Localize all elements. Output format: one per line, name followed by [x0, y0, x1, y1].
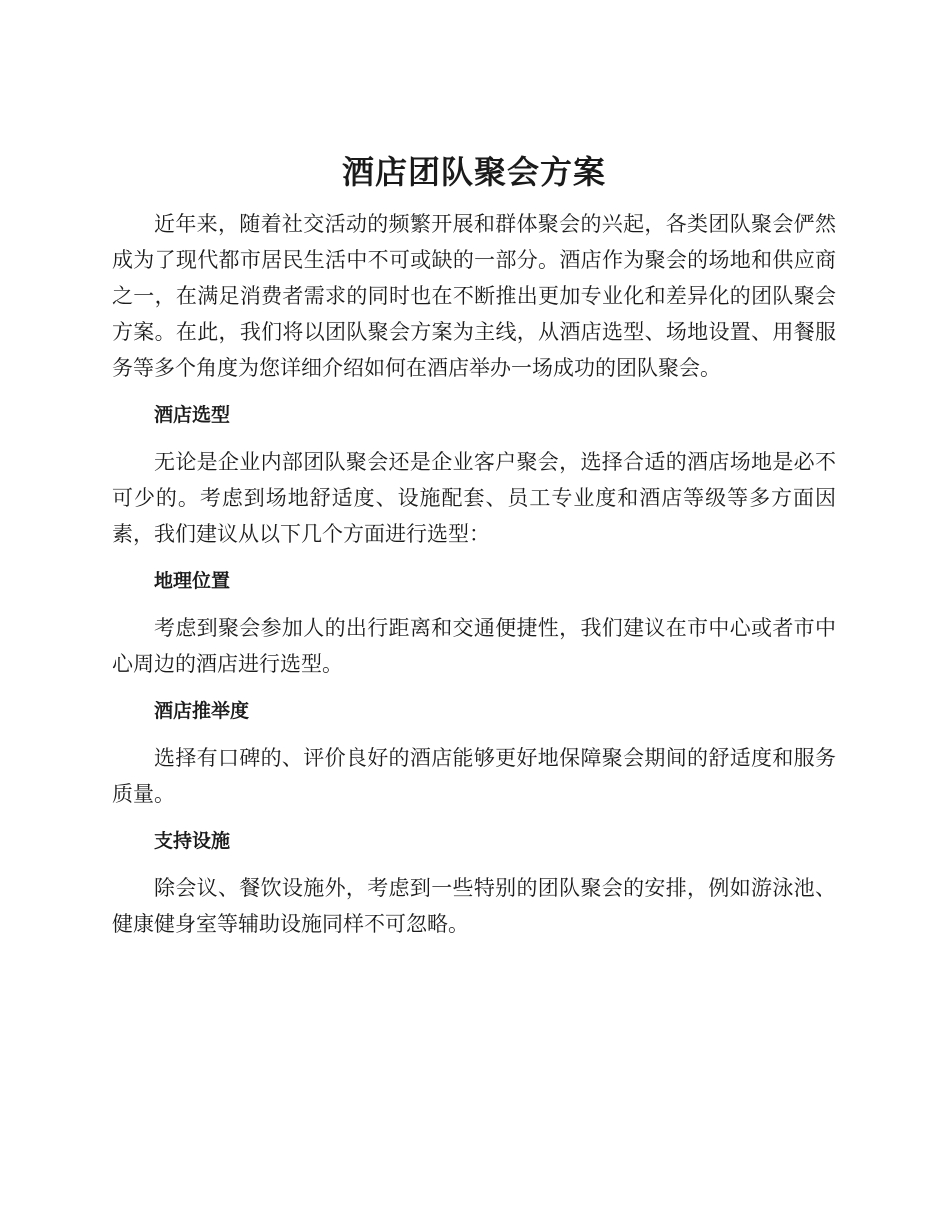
- section-body-hotel-selection: 无论是企业内部团队聚会还是企业客户聚会，选择合适的酒店场地是必不可少的。考虑到场地舒适度、设施配套、员工专业度和酒店等级等多方面因素，我们建议从以下几个方面进行选型：: [112, 450, 836, 546]
- intro-paragraph: 近年来，随着社交活动的频繁开展和群体聚会的兴起，各类团队聚会俨然成为了现代都市居民生活中不可或缺的一部分。酒店作为聚会的场地和供应商之一，在满足消费者需求的同时也在不断推出更加专业化和差异化的团队聚会方案。在此，我们将以团队聚会方案为主线，从酒店选型、场地设置、用餐服务等多个角度为您详细介绍如何在酒店举办一场成功的团队聚会。: [112, 212, 836, 380]
- section-body-recommendation: 选择有口碑的、评价良好的酒店能够更好地保障聚会期间的舒适度和服务质量。: [112, 746, 836, 806]
- document-title: 酒店团队聚会方案: [341, 153, 606, 191]
- section-heading-location: 地理位置: [154, 570, 231, 592]
- section-heading-recommendation: 酒店推举度: [154, 700, 250, 722]
- document-page: [112, 150, 836, 942]
- section-heading-hotel-selection: 酒店选型: [154, 404, 231, 426]
- section-body-facilities: 除会议、餐饮设施外，考虑到一些特别的团队聚会的安排，例如游泳池、健康健身室等辅助设施同样不可忽略。: [112, 876, 836, 936]
- section-body-location: 考虑到聚会参加人的出行距离和交通便捷性，我们建议在市中心或者市中心周边的酒店进行选型。: [112, 616, 836, 676]
- section-heading-facilities: 支持设施: [154, 830, 231, 852]
